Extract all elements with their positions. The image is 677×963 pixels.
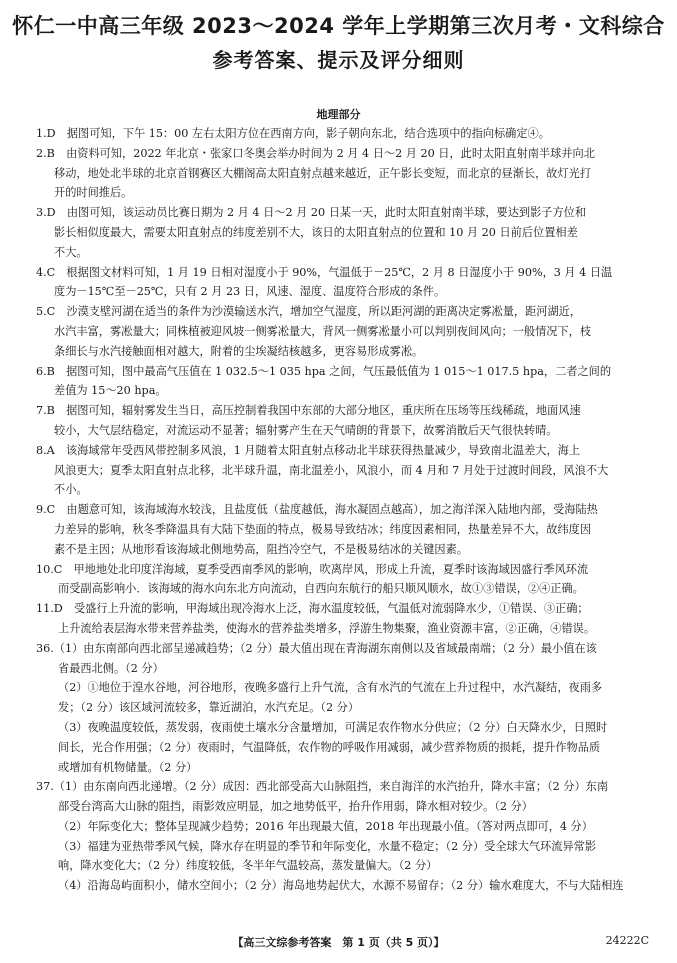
answer-item-37	[36, 777, 648, 817]
answer-item-5	[36, 302, 648, 361]
answer-line: 差值为 15～20 hpa。	[54, 384, 167, 398]
answer-item-8	[36, 441, 648, 500]
answer-line: （2）年际变化大；整体呈现减少趋势；2016 年出现最大值，2018 年出现最小值。（答对两点即可，4 分）	[58, 819, 593, 833]
answer-line: 9.C 由题意可知，该海域海水较浅，且盐度低（盐度越低，海水凝固点越高），加之海洋深入陆地内部，受海陆热	[36, 503, 598, 517]
answer-item-2	[36, 144, 648, 203]
answer-sub-37-2	[36, 817, 648, 837]
answer-line: 部受台湾高大山脉的阻挡，雨影效应明显，加之地势低平，抬升作用弱，降水相对较少。（2 分）	[58, 800, 533, 814]
answer-line: 不小。	[54, 483, 88, 497]
answer-line: （3）福建为亚热带季风气候，降水存在明显的季节和年际变化，水量不稳定；（2 分）受全球大气环流异常影	[58, 839, 597, 853]
answer-item-1	[36, 124, 648, 144]
answer-sub-37-3	[36, 837, 648, 877]
answer-line: 1.D 据图可知，下午 15：00 左右太阳方位在西南方向，影子朝向东北，结合选项中的指向标确定④。	[36, 127, 550, 140]
answer-line: （4）沿海岛屿面积小，储水空间小；（2 分）海岛地势起伏大，水源不易留存；（2 分）输水难度大，不与大陆相连	[58, 879, 624, 893]
answer-line: （2）①地位于湟水谷地，河谷地形，夜晚多盛行上升气流，含有水汽的气流在上升过程中，水汽凝结，夜雨多	[58, 681, 603, 695]
answer-sub-37-4	[36, 876, 648, 896]
answer-line: 间长，光合作用强；（2 分）夜雨时，气温降低，农作物的呼吸作用减弱，减少营养物质的损耗，提升作物品质	[58, 740, 601, 754]
section-title: 地理部分	[316, 108, 361, 121]
answer-line: 影长相似度最大，需要太阳直射点的纬度差别不大，该日的太阳直射点的位置和 10 月 20 日前后位置相差	[54, 225, 578, 239]
answer-line: 水汽丰富，雾凇量大；同株植被迎风坡一侧雾凇量大，背风一侧雾凇量小可以判别夜间风向；一般情况下，枝	[54, 324, 592, 338]
answer-line: 条细长与水汽接触面相对越大，附着的尘埃凝结核越多，更容易形成雾凇。	[54, 344, 424, 358]
answer-body	[36, 124, 648, 896]
answer-line: 37.（1）由东南向西北递增。（2 分）成因：西北部受高大山脉阻挡，来自海洋的水汽抬升，降水丰富；（2 分）东南	[36, 780, 609, 794]
answer-line: 较小，大气层结稳定，对流运动不显著；辐射雾产生在天气晴朗的背景下，故雾消散后天气很快转晴。	[54, 423, 558, 437]
answer-line: 素不是主因；从地形看该海域北侧地势高，阻挡冷空气，不是极易结冰的关键因素。	[54, 542, 468, 556]
answer-line: 2.B 由资料可知，2022 年北京・张家口冬奥会举办时间为 2 月 4 日～2 月 20 日，此时太阳直射南半球并向北	[36, 146, 595, 160]
answer-line: （3）夜晚温度较低，蒸发弱，夜雨使土壤水分含量增加，可满足农作物水分供应；（2 分）白天降水少，日照时	[58, 720, 608, 734]
answer-item-11	[36, 599, 648, 639]
answer-sub-36-2	[36, 678, 648, 718]
answer-item-36	[36, 639, 648, 679]
answer-line: 6.B 据图可知，图中最高气压值在 1 032.5～1 035 hpa 之间，气压最低值为 1 015～1 017.5 hpa，二者之间的	[36, 364, 612, 378]
answer-line: 省最西北侧。（2 分）	[58, 661, 164, 675]
answer-line: 11.D 受盛行上升流的影响，甲海域出现冷海水上泛，海水温度较低，气温低对流弱降水少，①错误、③正确；	[36, 602, 589, 616]
answer-sub-36-3	[36, 718, 648, 777]
answer-line: 度为－15℃至－25℃，只有 2 月 23 日，风速、湿度、温度符合形成的条件。	[54, 285, 446, 299]
answer-item-7	[36, 401, 648, 441]
answer-line: 36.（1）由东南部向西北部呈递减趋势；（2 分）最大值出现在青海湖东南侧以及省域最南端；（2 分）最小值在该	[36, 641, 597, 655]
answer-line: 移动，地处北半球的北京首钢赛区大棚阁高太阳直射点越来越近，正午影长变短，而北京的昼渐长，故灯光打	[54, 166, 592, 180]
answer-item-6	[36, 362, 648, 402]
footer-code: 24222C	[605, 934, 649, 947]
answer-line: 上升流给表层海水带来营养盐类，使海水的营养盐类增多，浮游生物集聚，渔业资源丰富，②正确，④错误。	[58, 621, 596, 635]
answer-line: 8.A 该海域常年受西风带控制多风浪，1 月随着太阳直射点移动北半球获得热量减少，导致南北温差大，海上	[36, 443, 581, 457]
answer-line: 风浪更大；夏季太阳直射点北移，北半球升温，南北温差小，风浪小，而 4 月和 7 月处于过渡时间段，风浪不大	[54, 463, 609, 477]
page-title: 怀仁一中高三年级 2023～2024 学年上学期第三次月考・文科综合	[12, 14, 665, 38]
answer-line: 10.C 甲地地处北印度洋海域，夏季受西南季风的影响，吹离岸风，形成上升流，夏季时该海域因盛行季风环流	[36, 562, 589, 576]
answer-line: 发；（2 分）该区域河流较多，靠近湖泊，水汽充足。（2 分）	[58, 701, 360, 715]
answer-line: 不大。	[54, 245, 88, 259]
page-subtitle: 参考答案、提示及评分细则	[212, 48, 465, 72]
answer-item-9	[36, 500, 648, 559]
footer-page-label: 【高三文综参考答案 第 1 页（共 5 页）】	[232, 936, 445, 949]
answer-line: 响，降水变化大；（2 分）纬度较低，冬半年气温较高，蒸发量偏大。（2 分）	[58, 859, 438, 873]
answer-item-10	[36, 560, 648, 600]
answer-line: 而受副高影响小．该海域的海水向东北方向流动，自西向东航行的船只顺风顺水，故①③错误，②④正确。	[58, 582, 584, 596]
answer-line: 或增加有机物储量。（2 分）	[58, 760, 198, 774]
answer-line: 4.C 根据图文材料可知，1 月 19 日相对湿度小于 90%，气温低于－25℃，2 月 8 日湿度小于 90%，3 月 4 日温	[36, 265, 613, 279]
answer-item-4	[36, 263, 648, 303]
answer-item-3	[36, 203, 648, 262]
answer-line: 7.B 据图可知，辐射雾发生当日，高压控制着我国中东部的大部分地区，重庆所在压场等压线稀疏，地面风速	[36, 404, 581, 418]
answer-line: 开的时间推后。	[54, 186, 133, 200]
answer-line: 力差异的影响，秋冬季降温具有大陆下垫面的特点，极易导致结冰；纬度因素相同，热量差异不大，故纬度因	[54, 522, 592, 536]
answer-line: 5.C 沙漠支壁河湖在适当的条件为沙漠输送水汽，增加空气湿度，所以距河湖的距离决定雾凇量，距河湖近，	[36, 305, 582, 319]
answer-line: 3.D 由图可知，该运动员比赛日期为 2 月 4 日～2 月 20 日某一天，此时太阳直射南半球，要达到影子方位和	[36, 206, 587, 220]
